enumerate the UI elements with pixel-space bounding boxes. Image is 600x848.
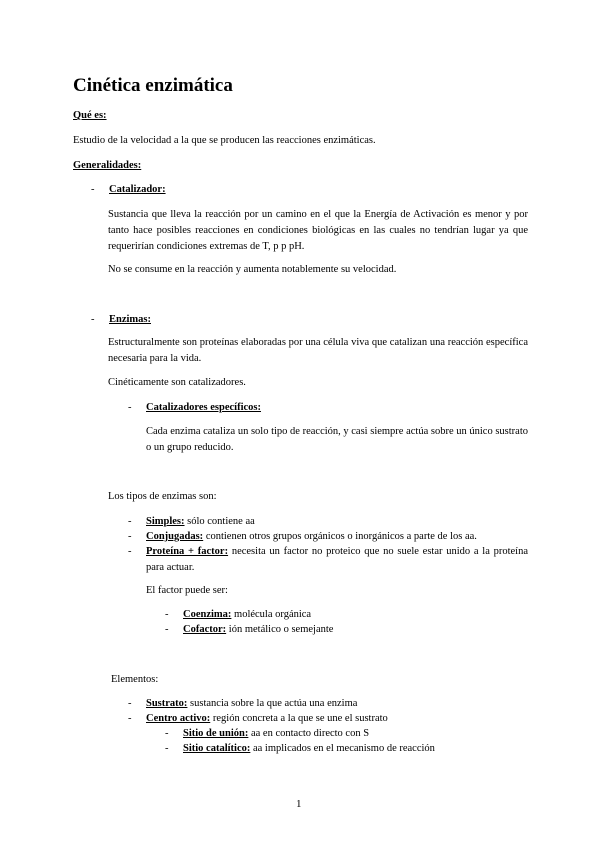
tipos-intro: Los tipos de enzimas son: (108, 491, 217, 502)
elemento-subtext: aa implicados en el mecanismo de reacción (252, 743, 435, 754)
factor-text: ión metálico o semejante (228, 624, 334, 635)
tipo-text: sólo contiene aa (187, 516, 255, 527)
catalizador-paragraph-1: Sustancia que lleva la reacción por un camino en el que la Energía de Activación es menor y por tanto hace posibles reacciones en condiciones biológicas en las cuales no tendrían lugar ya que requerirían condiciones extremas de T, p p pH. (108, 209, 528, 252)
tipo-label: Simples: (146, 516, 185, 527)
elemento-sublabel: Sitio de unión: (183, 728, 249, 739)
tipo-text: necesita un factor no proteico que no suele estar unido a la proteína para actuar. (146, 546, 529, 573)
factor-item-cofactor (183, 622, 333, 638)
bullet-dash: - (165, 743, 169, 754)
bullet-dash: - (91, 184, 95, 195)
bullet-dash: - (128, 531, 132, 542)
bullet-dash: - (165, 728, 169, 739)
enzimas-paragraph-1: Estructuralmente son proteínas elaboradas por una célula viva que catalizan una reacción específica necesaria para la vida. (108, 337, 528, 364)
tipo-label: Proteína + factor: (146, 546, 229, 557)
que-es-text: Estudio de la velocidad a la que se producen las reacciones enzimáticas. (73, 135, 376, 146)
page-number: 1 (296, 798, 302, 810)
enzimas-label: Enzimas: (109, 314, 151, 325)
factor-intro: El factor puede ser: (146, 585, 228, 596)
elemento-item-sustrato (146, 696, 357, 712)
catalizador-label: Catalizador: (109, 184, 166, 195)
elemento-subitem-sitio-catalitico (183, 741, 435, 757)
elemento-label: Sustrato: (146, 698, 188, 709)
factor-label: Coenzima: (183, 609, 232, 620)
bullet-dash: - (165, 624, 169, 635)
elemento-label: Centro activo: (146, 713, 211, 724)
que-es-heading: Qué es: (73, 110, 107, 121)
catalizador-paragraph-2: No se consume en la reacción y aumenta notablemente su velocidad. (108, 264, 397, 275)
page-title: Cinética enzimática (73, 75, 233, 96)
elementos-intro: Elementos: (111, 674, 159, 685)
tipo-item-simples (146, 514, 255, 530)
generalidades-heading: Generalidades: (73, 160, 142, 171)
tipo-item-conjugadas (146, 529, 477, 545)
bullet-dash: - (128, 516, 132, 527)
factor-text: molécula orgánica (234, 609, 312, 620)
bullet-dash: - (128, 402, 132, 413)
elemento-text: región concreta a la que se une el sustrato (212, 713, 388, 724)
factor-item-coenzima (183, 607, 311, 623)
tipo-item-proteina-factor (146, 544, 528, 576)
catalizadores-especificos-text: Cada enzima cataliza un solo tipo de reacción, y casi siempre actúa sobre un único sustrato o un grupo reducido. (146, 426, 528, 453)
catalizadores-especificos-label: Catalizadores específicos: (146, 402, 261, 413)
elemento-subitem-sitio-union (183, 726, 369, 742)
elemento-sublabel: Sitio catalítico: (183, 743, 251, 754)
tipo-text: contienen otros grupos orgánicos o inorgánicos a parte de los aa. (205, 531, 477, 542)
elemento-text: sustancia sobre la que actúa una enzima (190, 698, 358, 709)
bullet-dash: - (128, 713, 132, 724)
tipo-label: Conjugadas: (146, 531, 204, 542)
bullet-dash: - (165, 609, 169, 620)
factor-label: Cofactor: (183, 624, 227, 635)
elemento-item-centro-activo (146, 711, 388, 727)
bullet-dash: - (128, 546, 132, 557)
bullet-dash: - (91, 314, 95, 325)
elemento-subtext: aa en contacto directo con S (250, 728, 370, 739)
enzimas-paragraph-2: Cinéticamente son catalizadores. (108, 377, 246, 388)
bullet-dash: - (128, 698, 132, 709)
